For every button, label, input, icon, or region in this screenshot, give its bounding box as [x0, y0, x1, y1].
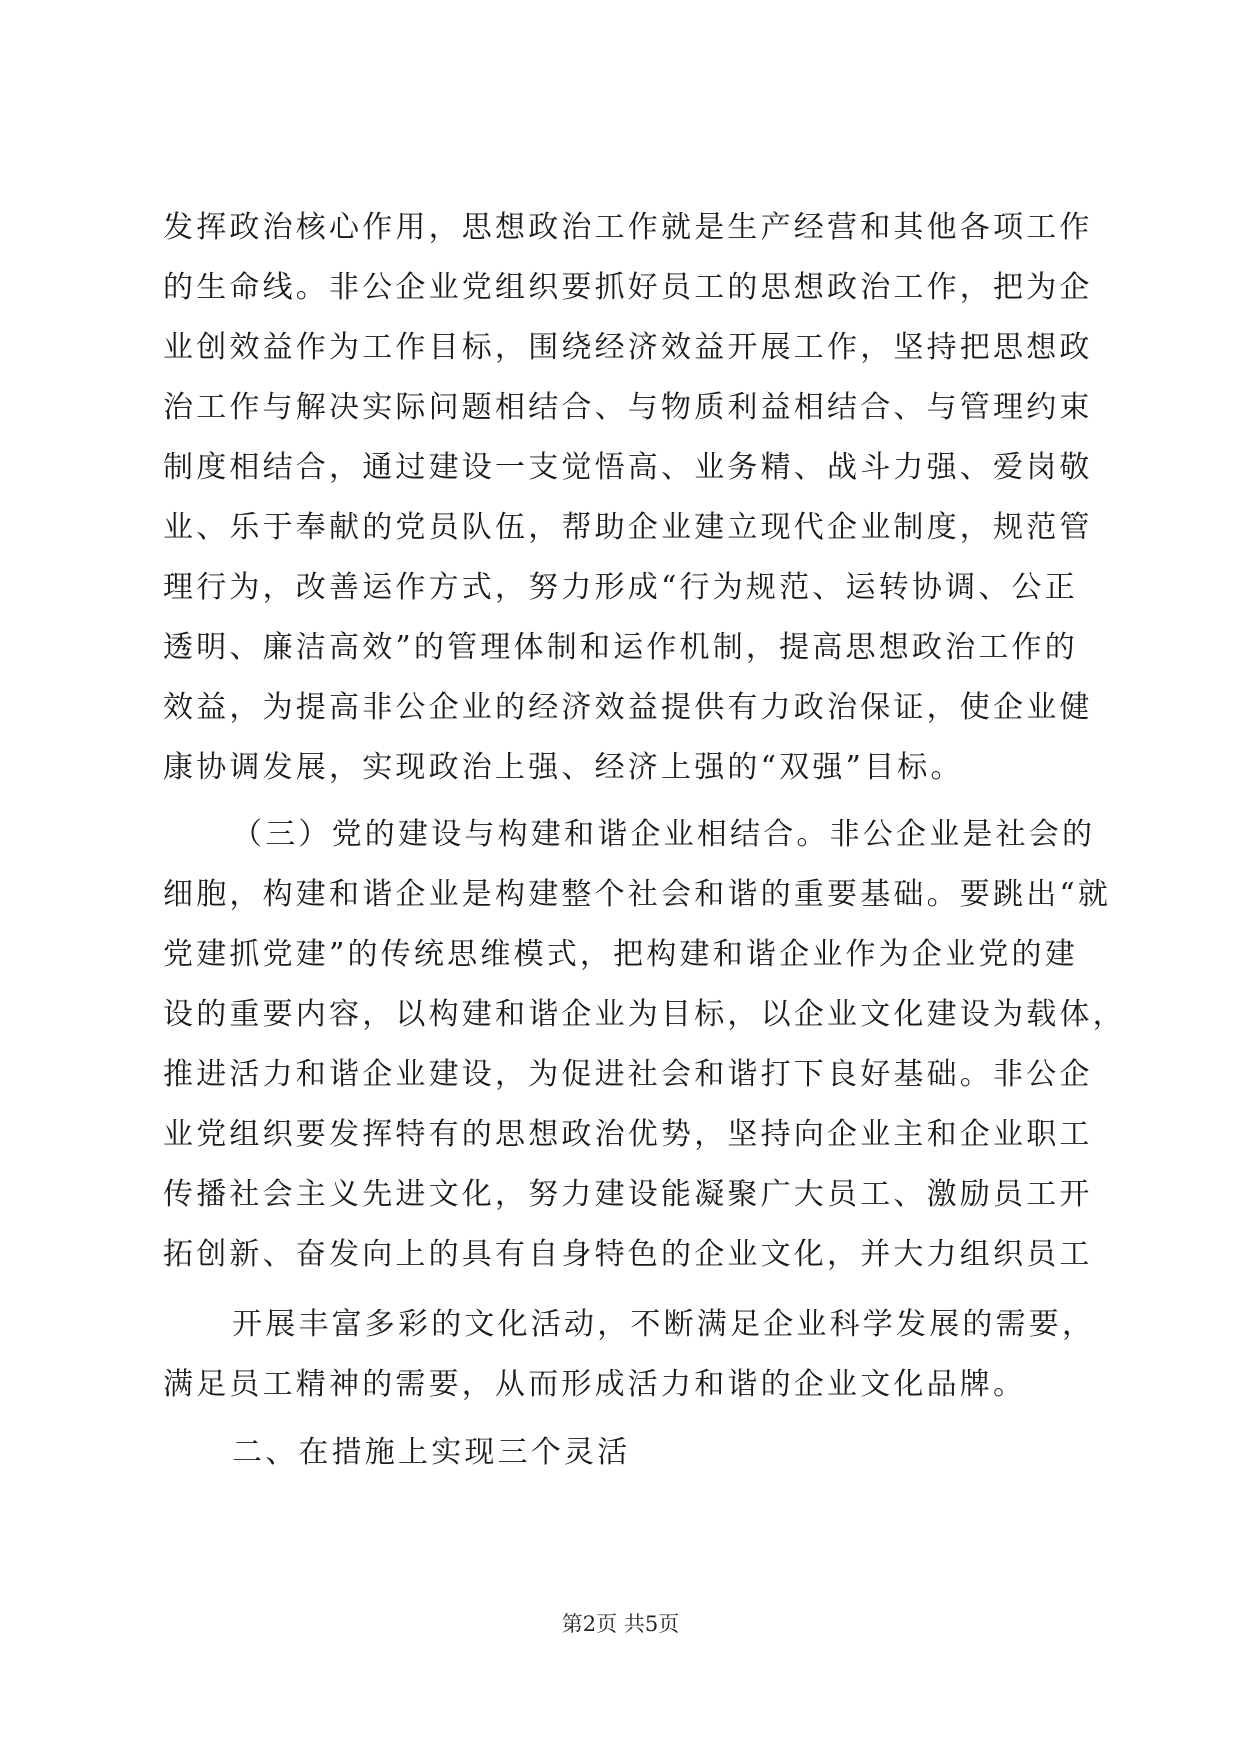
body-text-line: 设的重要内容，以构建和谐企业为目标，以企业文化建设为载体， [163, 997, 1126, 1032]
body-text-line: 康协调发展，实现政治上强、经济上强的“双强”目标。 [163, 750, 964, 785]
body-text-line: 推进活力和谐企业建设，为促进社会和谐打下良好基础。非公企 [163, 1057, 1093, 1092]
body-text-line: 满足员工精神的需要，从而形成活力和谐的企业文化品牌。 [163, 1367, 1027, 1402]
body-text-line: 的生命线。非公企业党组织要抓好员工的思想政治工作，把为企 [163, 270, 1093, 305]
section-heading: 二、在措施上实现三个灵活 [232, 1435, 631, 1470]
body-text-line: 效益，为提高非公企业的经济效益提供有力政治保证，使企业健 [163, 690, 1093, 725]
body-text-line: 理行为，改善运作方式，努力形成“行为规范、运转协调、公正 [163, 570, 1078, 605]
body-text-line: 传播社会主义先进文化，努力建设能凝聚广大员工、激励员工开 [163, 1177, 1093, 1212]
body-text-line: 发挥政治核心作用，思想政治工作就是生产经营和其他各项工作 [163, 210, 1093, 245]
body-text-line: 业、乐于奉献的党员队伍，帮助企业建立现代企业制度，规范管 [163, 510, 1093, 545]
body-text-line: 拓创新、奋发向上的具有自身特色的企业文化，并大力组织员工 [163, 1237, 1093, 1272]
body-text-line: 细胞，构建和谐企业是构建整个社会和谐的重要基础。要跳出“就 [163, 877, 1112, 912]
body-text-line: 业党组织要发挥特有的思想政治优势，坚持向企业主和企业职工 [163, 1117, 1093, 1152]
body-text-line: 开展丰富多彩的文化活动，不断满足企业科学发展的需要， [232, 1307, 1096, 1342]
body-text-line: 治工作与解决实际问题相结合、与物质利益相结合、与管理约束 [163, 390, 1093, 425]
body-text-line: 业创效益作为工作目标，围绕经济效益开展工作，坚持把思想政 [163, 330, 1093, 365]
page-number-footer: 第2页 共5页 [561, 1612, 680, 1636]
body-text-line: 党建抓党建”的传统思维模式，把构建和谐企业作为企业党的建 [163, 937, 1078, 972]
body-text-line: 制度相结合，通过建设一支觉悟高、业务精、战斗力强、爱岗敬 [163, 450, 1093, 485]
section-heading-line: （三）党的建设与构建和谐企业相结合。非公企业是社会的 [232, 817, 1096, 852]
body-text-line: 透明、廉洁高效”的管理体制和运作机制，提高思想政治工作的 [163, 630, 1078, 665]
